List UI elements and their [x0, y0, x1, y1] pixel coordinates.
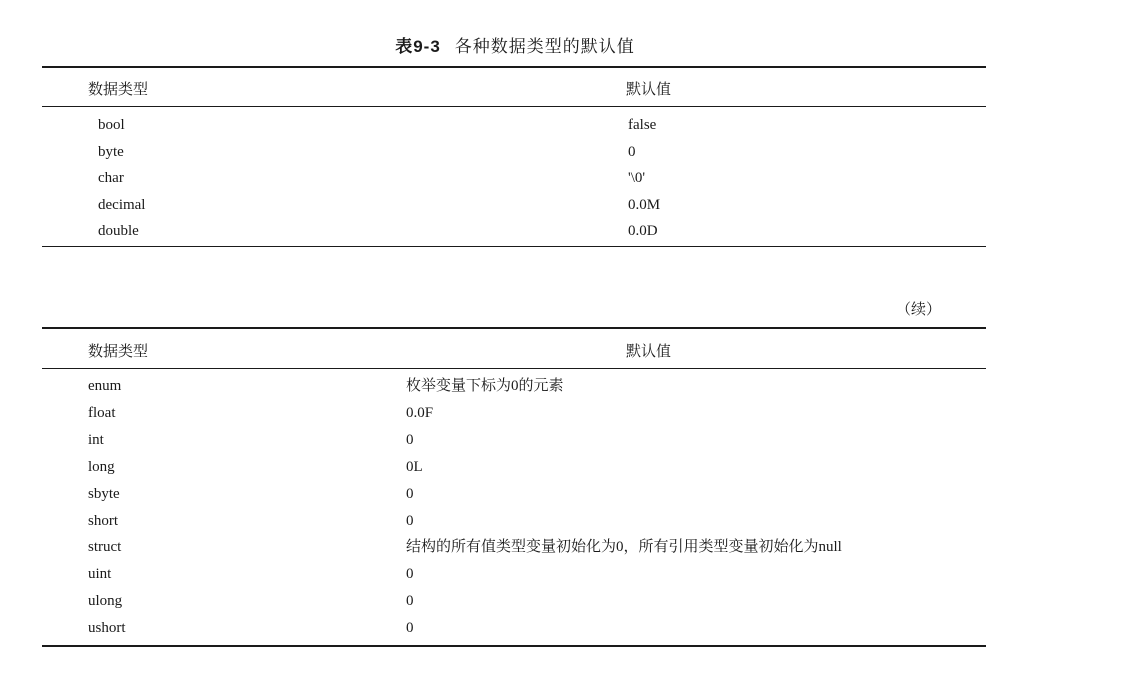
row-type-cell: bool [98, 117, 125, 133]
row-value-cell: 结构的所有值类型变量初始化为0，所有引用类型变量初始化为null [406, 539, 842, 556]
table2-header-type: 数据类型 [88, 342, 149, 360]
row-type-cell: int [88, 431, 104, 448]
row-type-cell: sbyte [88, 485, 120, 502]
row-type-cell: float [88, 404, 116, 421]
row-value-cell: 0 [406, 485, 414, 502]
row-type-cell: byte [98, 143, 124, 160]
caption-title: 各种数据类型的默认值 [454, 37, 635, 57]
row-value-cell: 0 [406, 431, 414, 448]
table1-header-rule [42, 106, 986, 107]
table1-top-rule [42, 66, 986, 68]
row-value-cell: 0L [406, 458, 423, 475]
table2-top-rule [42, 327, 986, 329]
row-value-cell: 0 [628, 143, 636, 160]
row-value-cell: 0.0D [628, 223, 658, 239]
table2-bottom-rule [42, 645, 986, 647]
continued-label: （续） [896, 300, 942, 318]
row-type-cell: char [98, 170, 124, 186]
row-value-cell: 0 [406, 593, 414, 610]
row-type-cell: short [88, 512, 118, 529]
row-value-cell: 0 [406, 566, 414, 583]
row-value-cell: 枚举变量下标为0的元素 [406, 378, 564, 394]
row-type-cell: enum [88, 378, 122, 394]
row-type-cell: uint [88, 566, 112, 583]
row-value-cell: 0 [406, 620, 414, 637]
table2-header-rule [42, 368, 986, 369]
row-value-cell: '\0' [628, 170, 646, 186]
row-type-cell: decimal [98, 196, 146, 213]
caption-number: 表9-3 [395, 37, 441, 56]
row-value-cell: 0.0M [628, 196, 661, 213]
row-type-cell: ulong [88, 593, 123, 610]
row-value-cell: 0.0F [406, 404, 434, 421]
row-type-cell: double [98, 223, 139, 239]
row-type-cell: ushort [88, 620, 126, 637]
row-value-cell: 0 [406, 512, 414, 529]
table1-header-default: 默认值 [626, 80, 672, 98]
table-caption [0, 32, 1030, 57]
row-type-cell: long [88, 458, 115, 475]
row-type-cell: struct [88, 539, 122, 556]
table2-header-default: 默认值 [626, 342, 672, 360]
table1-bottom-rule [42, 246, 986, 247]
row-value-cell: false [628, 117, 657, 133]
table1-header-type: 数据类型 [88, 80, 149, 98]
